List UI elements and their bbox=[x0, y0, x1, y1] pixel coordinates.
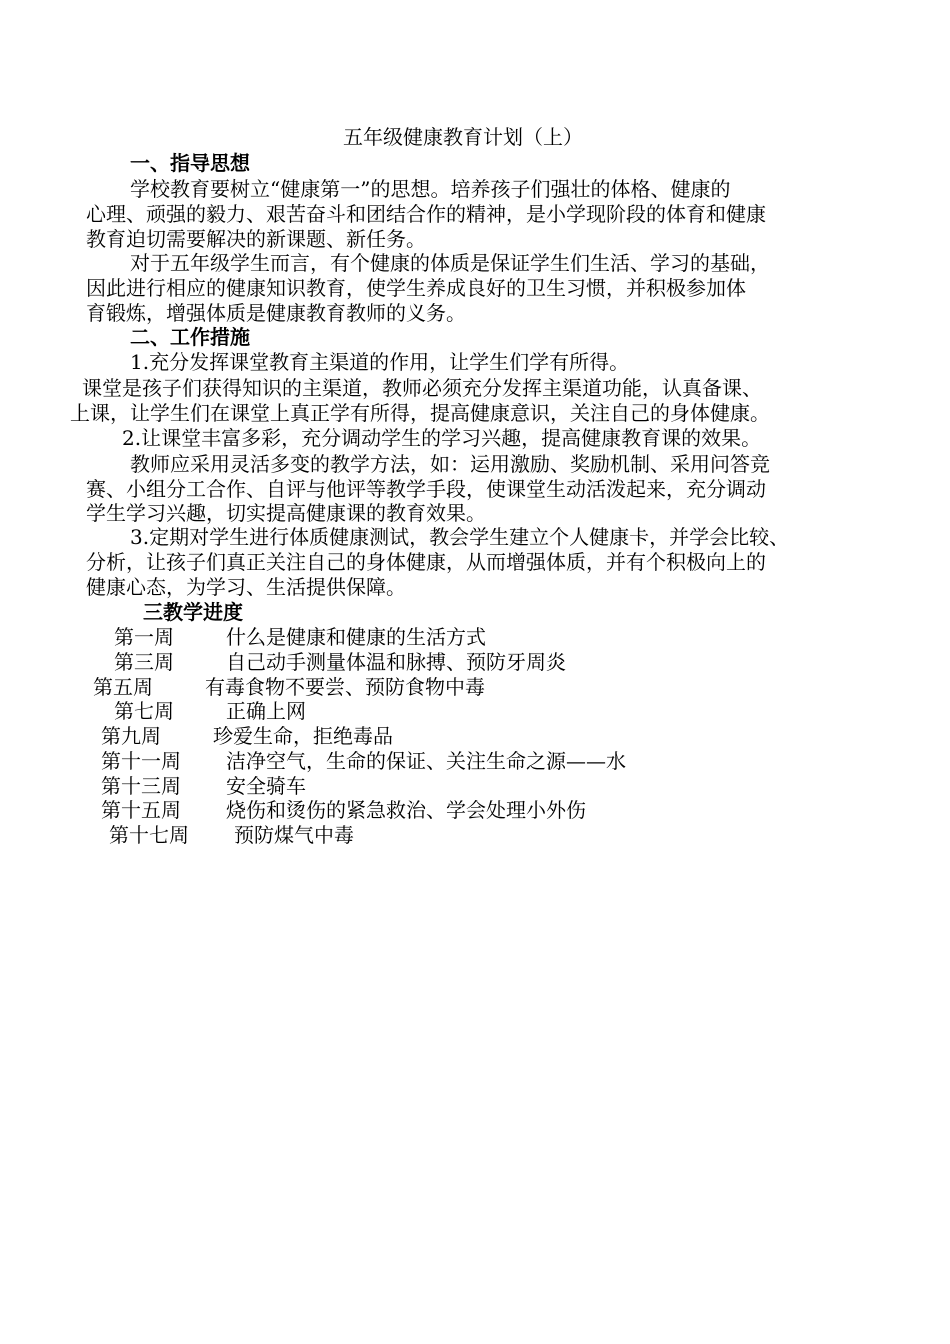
measure-1-title: 1.充分发挥课堂教育主渠道的作用，让学生们学有所得。 bbox=[130, 350, 630, 374]
paragraph-line: 心理、顽强的毅力、艰苦奋斗和团结合作的精神，是小学现阶段的体育和健康 bbox=[86, 202, 766, 226]
schedule-topic: 洁净空气，生命的保证、关注生命之源——水 bbox=[226, 749, 626, 773]
schedule-topic: 预防煤气中毒 bbox=[234, 823, 354, 847]
paragraph-line: 课堂是孩子们获得知识的主渠道，教师必须充分发挥主渠道功能，认真备课、 bbox=[82, 376, 762, 400]
paragraph-line: 教师应采用灵活多变的教学方法，如：运用激励、奖励机制、采用问答竞 bbox=[130, 452, 770, 476]
measure-3-line: 3.定期对学生进行体质健康测试，教会学生建立个人健康卡，并学会比较、 bbox=[130, 525, 790, 549]
schedule-topic: 什么是健康和健康的生活方式 bbox=[226, 625, 486, 649]
schedule-week: 第一周 bbox=[114, 625, 174, 649]
paragraph-line: 教育迫切需要解决的新课题、新任务。 bbox=[86, 227, 426, 251]
section-heading-teaching-schedule: 三教学进度 bbox=[143, 600, 243, 624]
schedule-week: 第三周 bbox=[114, 650, 174, 674]
schedule-week: 第十五周 bbox=[101, 798, 181, 822]
schedule-topic: 烧伤和烫伤的紧急救治、学会处理小外伤 bbox=[226, 798, 586, 822]
schedule-week: 第九周 bbox=[101, 724, 161, 748]
paragraph-line: 因此进行相应的健康知识教育，使学生养成良好的卫生习惯，并积极参加体 bbox=[86, 276, 746, 300]
schedule-week: 第十七周 bbox=[109, 823, 189, 847]
paragraph-line: 上课，让学生们在课堂上真正学有所得，提高健康意识，关注自己的身体健康。 bbox=[70, 401, 770, 425]
paragraph-line: 分析，让孩子们真正关注自己的身体健康，从而增强体质，并有个积极向上的 bbox=[86, 550, 766, 574]
paragraph-line: 学生学习兴趣，切实提高健康课的教育效果。 bbox=[86, 501, 486, 525]
schedule-week: 第十一周 bbox=[101, 749, 181, 773]
schedule-topic: 珍爱生命，拒绝毒品 bbox=[213, 724, 393, 748]
schedule-topic: 正确上网 bbox=[226, 699, 306, 723]
schedule-week: 第七周 bbox=[114, 699, 174, 723]
paragraph-line: 健康心态，为学习、生活提供保障。 bbox=[86, 575, 406, 599]
paragraph-line: 育锻炼，增强体质是健康教育教师的义务。 bbox=[86, 301, 466, 325]
paragraph-line: 学校教育要树立“健康第一”的思想。培养孩子们强壮的体格、健康的 bbox=[130, 177, 731, 201]
section-heading-guiding-thought: 一、指导思想 bbox=[130, 151, 250, 175]
measure-2-title: 2.让课堂丰富多彩，充分调动学生的学习兴趣，提高健康教育课的效果。 bbox=[122, 426, 762, 450]
schedule-week: 第五周 bbox=[93, 675, 153, 699]
paragraph-line: 赛、小组分工合作、自评与他评等教学手段，使课堂生动活泼起来，充分调动 bbox=[86, 477, 766, 501]
schedule-topic: 安全骑车 bbox=[226, 774, 306, 798]
page-title: 五年级健康教育计划（上） bbox=[343, 125, 583, 149]
section-heading-work-measures: 二、工作措施 bbox=[130, 325, 250, 349]
schedule-topic: 有毒食物不要尝、预防食物中毒 bbox=[205, 675, 485, 699]
paragraph-line: 对于五年级学生而言，有个健康的体质是保证学生们生活、学习的基础， bbox=[130, 251, 770, 275]
schedule-topic: 自己动手测量体温和脉搏、预防牙周炎 bbox=[226, 650, 566, 674]
schedule-week: 第十三周 bbox=[101, 774, 181, 798]
